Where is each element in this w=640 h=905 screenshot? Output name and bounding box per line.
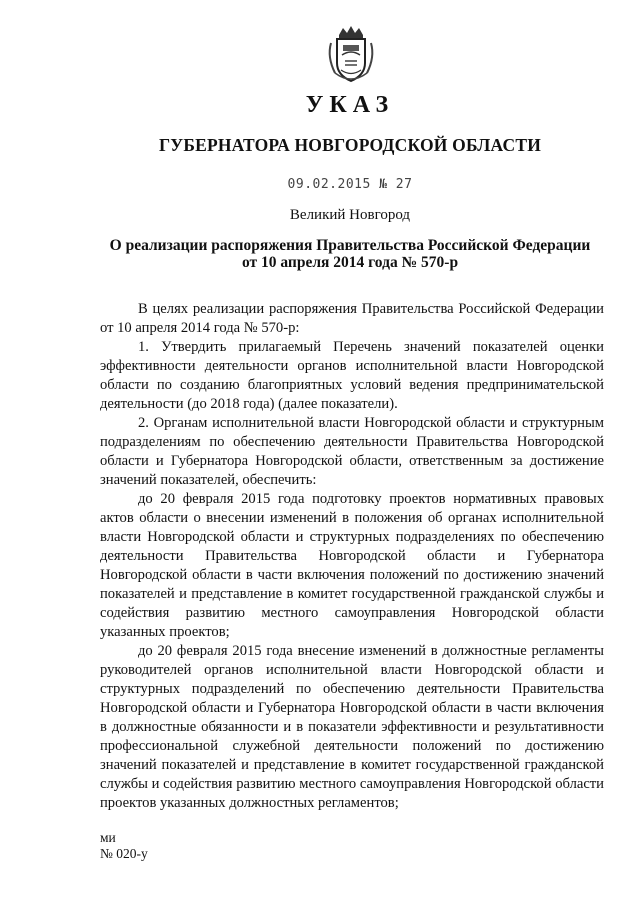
- footer-number: № 020-у: [100, 846, 148, 861]
- document-subject: [100, 237, 600, 271]
- document-footer: [100, 830, 148, 862]
- body-paragraph: В целях реализации распоряжения Правительства Российской Федерации от 10 апреля 2014 года № 570-р:: [100, 301, 604, 336]
- document-date-number: 09.02.2015 № 27: [287, 177, 413, 192]
- body-paragraph: 2. Органам исполнительной власти Новгородской области и структурным подразделениям по обеспечению деятельности Правительства Новгородской области и Губернатора Новгородской области, ответственным за достижение значений показателей, обеспечить:: [100, 415, 604, 488]
- document-city: Великий Новгород: [289, 207, 411, 223]
- footer-initials: ми: [100, 830, 116, 845]
- body-paragraph: 1. Утвердить прилагаемый Перечень значений показателей оценки эффективности деятельности органов исполнительной власти Новгородской области по созданию благоприятных условий ведения предпринимательской деятельности (до 2018 года) (далее показатели).: [100, 339, 604, 412]
- document-title: УКАЗ: [305, 92, 395, 118]
- document-subtitle: ГУБЕРНАТОРА НОВГОРОДСКОЙ ОБЛАСТИ: [158, 135, 542, 155]
- body-paragraph: до 20 февраля 2015 года внесение изменений в должностные регламенты руководителей органов исполнительной власти Новгородской области и структурных подразделений по обеспечению деятельности Правительства Новгородской области и Губернатора Новгородской области в части включения в должностные обязанности и в показатели эффективности и результативности профессиональной служебной деятельности положений по достижению значений показателей и представление в комитет государственной гражданской службы и содействия развитию местного самоуправления Новгородской области проектов указанных должностных регламентов;: [100, 643, 604, 811]
- novgorod-coat-of-arms-icon: [325, 25, 377, 85]
- subject-line-2: от 10 апреля 2014 года № 570-р: [241, 254, 459, 271]
- document-body: [100, 300, 604, 813]
- body-paragraph: до 20 февраля 2015 года подготовку проектов нормативных правовых актов области о внесении изменений в положения об органах исполнительной власти Новгородской области и структурных подразделениях по обеспечению деятельности Правительства Новгородской области и Губернатора Новгородской области в части включения положений по достижению значений показателей и представление в комитет государственной гражданской службы и содействия развитию местного самоуправления Новгородской области указанных проектов;: [100, 491, 604, 640]
- subject-line-1: О реализации распоряжения Правительства Российской Федерации: [109, 237, 591, 254]
